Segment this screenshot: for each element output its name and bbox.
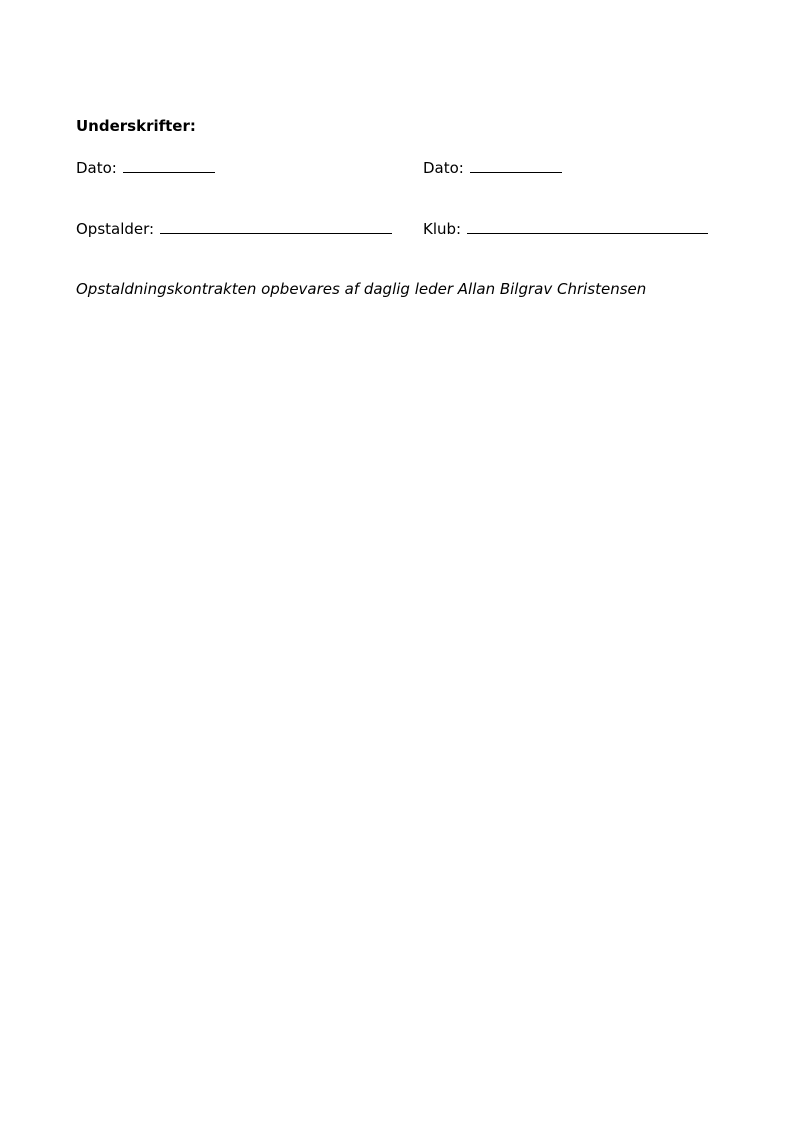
club-signature-line: [467, 218, 708, 234]
stabler-label: Opstalder:: [76, 220, 155, 238]
signatures-heading: Underskrifter:: [76, 117, 196, 135]
date-field-right: [423, 157, 562, 178]
date-line-right: [470, 157, 562, 173]
club-signature-field: [423, 218, 708, 239]
stabler-signature-line: [160, 218, 392, 234]
club-label: Klub:: [423, 220, 462, 238]
date-field-left: [76, 157, 215, 178]
date-label-left: Dato:: [76, 159, 117, 177]
stabler-signature-field: [76, 218, 392, 239]
storage-note: Opstaldningskontrakten opbevares af daglig leder Allan Bilgrav Christensen: [76, 280, 647, 298]
date-label-right: Dato:: [423, 159, 464, 177]
date-line-left: [123, 157, 215, 173]
